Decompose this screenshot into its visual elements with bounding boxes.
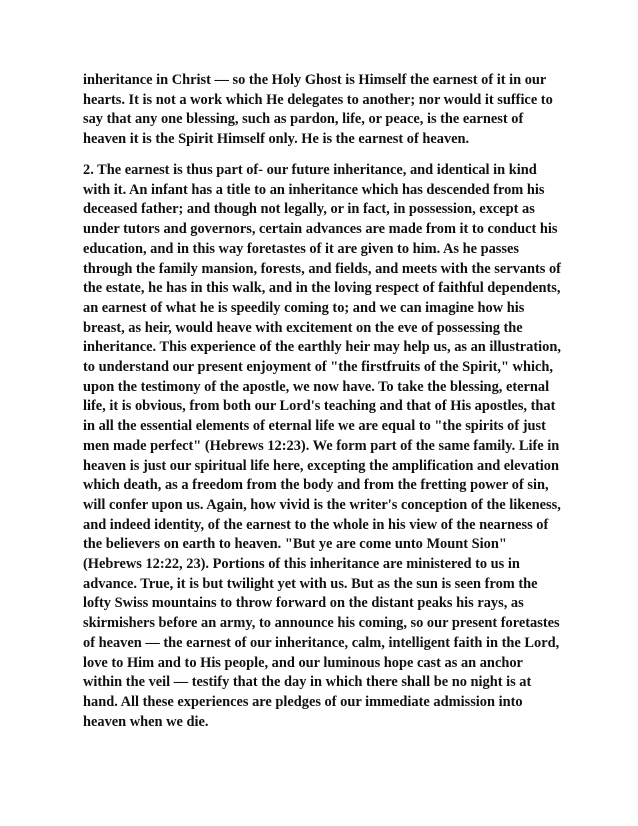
text-line: say that any one blessing, such as pardon, life, or peace, is the earnest of [83, 111, 524, 128]
text-line: education, and in this way foretastes of it are given to him. As he passes [83, 240, 519, 257]
text-line: to understand our present enjoyment of "the firstfruits of the Spirit," which, [83, 359, 553, 376]
text-line: advance. True, it is but twilight yet with us. But as the sun is seen from the [83, 575, 538, 592]
text-line: deceased father; and though not legally, or in fact, in possession, except as [83, 201, 535, 218]
text-line: lofty Swiss mountains to throw forward on the distant peaks his rays, as [83, 595, 524, 612]
text-line: breast, as heir, would heave with excitement on the eve of possessing the [83, 319, 523, 336]
paragraph-2 [83, 161, 563, 732]
text-line: men made perfect" (Hebrews 12:23). We form part of the same family. Life in [83, 437, 560, 454]
paragraph-1 [83, 71, 563, 150]
text-line: life, it is obvious, from both our Lord's teaching and that of His apostles, that [83, 398, 556, 415]
text-line: of heaven — the earnest of our inheritance, calm, intelligent faith in the Lord, [83, 634, 560, 651]
text-line: hearts. It is not a work which He delegates to another; nor would it suffice to [83, 91, 553, 108]
text-line: heaven is just our spiritual life here, excepting the amplification and elevation [83, 457, 559, 474]
text-line: in all the essential elements of eternal life we are equal to "the spirits of just [83, 418, 546, 435]
text-line: and indeed identity, of the earnest to the whole in his view of the nearness of [83, 516, 549, 533]
text-line: which death, as a freedom from the body and from the fretting power of sin, [83, 477, 549, 494]
text-line: within the veil — testify that the day in which there shall be no night is at [83, 674, 532, 691]
text-line: skirmishers before an army, to announce his coming, so our present foretastes [83, 615, 560, 632]
text-line: 2. The earnest is thus part of- our future inheritance, and identical in kind [83, 162, 537, 178]
text-line: love to Him and to His people, and our luminous hope cast as an anchor [83, 654, 523, 671]
text-line: heaven it is the Spirit Himself only. He is the earnest of heaven. [83, 131, 470, 148]
text-line: inheritance. This experience of the earthly heir may help us, as an illustration, [83, 339, 561, 356]
text-line: hand. All these experiences are pledges of our immediate admission into [83, 693, 523, 710]
text-line: through the family mansion, forests, and fields, and meets with the servants of [83, 260, 561, 277]
text-line: upon the testimony of the apostle, we now have. To take the blessing, eternal [83, 378, 550, 395]
text-line: (Hebrews 12:22, 23). Portions of this inheritance are ministered to us in [83, 556, 520, 573]
text-line: under tutors and governors, certain advances are made from it to conduct his [83, 221, 558, 238]
text-line: an earnest of what he is speedily coming to; and we can imagine how his [83, 299, 525, 316]
text-line: the believers on earth to heaven. "But ye are come unto Mount Sion" [83, 536, 507, 553]
text-line: will confer upon us. Again, how vivid is the writer's conception of the likeness, [83, 496, 561, 513]
text-line: heaven when we die. [83, 713, 209, 730]
text-line: with it. An infant has a title to an inheritance which has descended from his [83, 181, 545, 198]
text-line: inheritance in Christ — so the Holy Ghost is Himself the earnest of it in our [83, 72, 547, 88]
text-line: the estate, he has in this walk, and in the loving respect of faithful dependents, [83, 280, 561, 297]
